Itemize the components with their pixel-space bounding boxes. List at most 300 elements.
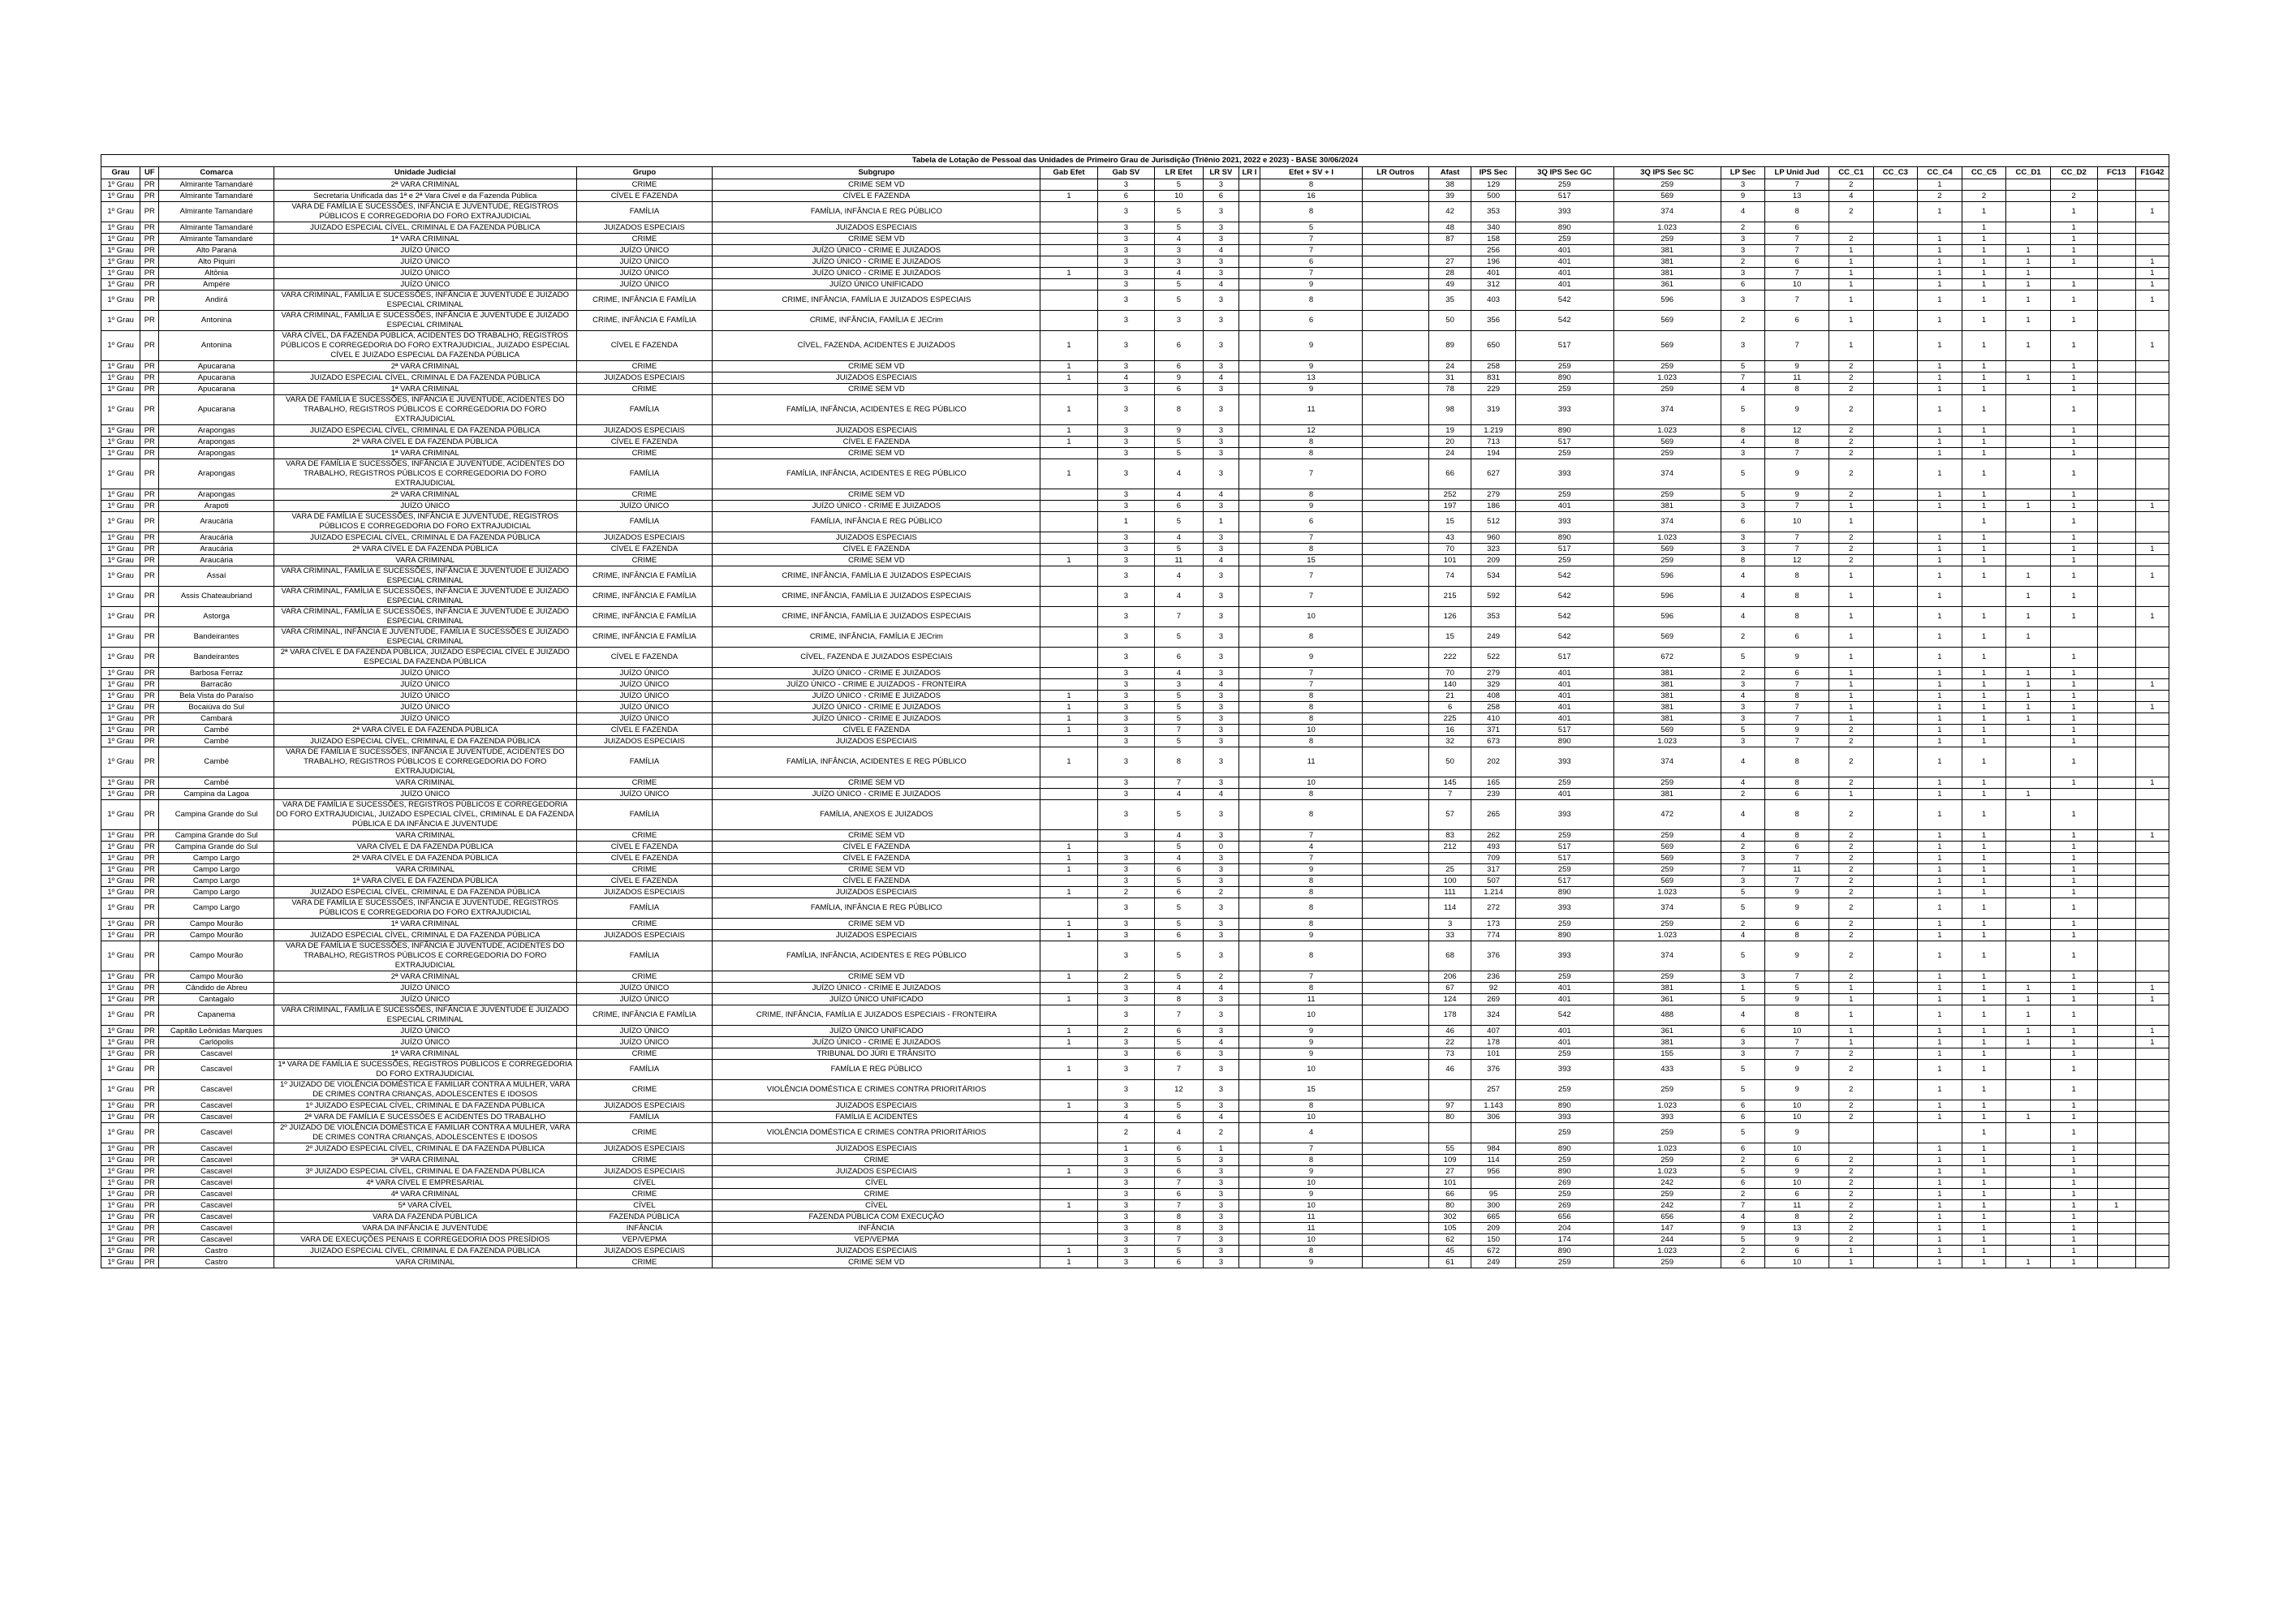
table-cell (1363, 1155, 1429, 1166)
table-cell (1363, 1048, 1429, 1060)
table-cell: 87 (1428, 234, 1471, 245)
table-cell (1238, 191, 1260, 202)
table-cell: 1 (1829, 512, 1874, 532)
table-cell: 3 (1097, 179, 1154, 191)
table-cell: CÍVEL (576, 1177, 713, 1189)
table-cell: 1 (2050, 1100, 2097, 1112)
table-cell: 1 (1962, 361, 2006, 372)
table-cell (1873, 291, 1918, 311)
table-cell: 1 (1962, 777, 2006, 789)
table-cell: 10 (1260, 725, 1363, 736)
table-cell: 11 (1260, 994, 1363, 1005)
table-cell: CRIME (576, 777, 713, 789)
table-cell (2097, 1143, 2135, 1155)
table-row (101, 1155, 2169, 1166)
table-cell (1238, 971, 1260, 983)
table-cell: 1 (1040, 887, 1097, 898)
table-cell: 3 (1097, 437, 1154, 448)
table-cell (1040, 222, 1097, 234)
table-cell: Arapongas (159, 459, 274, 489)
table-cell (1040, 544, 1097, 555)
table-cell: FAMÍLIA, INFÂNCIA E REG PÚBLICO (713, 898, 1040, 919)
table-cell (1363, 930, 1429, 941)
table-cell (1040, 607, 1097, 627)
table-cell (1873, 747, 1918, 777)
table-cell (1363, 627, 1429, 648)
table-cell: 1 (2135, 256, 2169, 268)
table-cell: 319 (1471, 395, 1516, 425)
table-cell (2097, 1189, 2135, 1200)
table-cell: 3 (1097, 459, 1154, 489)
table-cell: 401 (1515, 983, 1613, 994)
table-cell: 890 (1515, 1246, 1613, 1257)
table-cell: JUÍZO ÚNICO (274, 501, 577, 512)
table-cell: 2 (1829, 898, 1874, 919)
table-row (101, 268, 2169, 279)
table-cell: 410 (1471, 713, 1516, 725)
table-cell: 259 (1613, 1123, 1721, 1143)
table-cell: 3 (1097, 425, 1154, 437)
table-cell (1873, 1048, 1918, 1060)
table-cell (1873, 983, 1918, 994)
table-cell: 656 (1515, 1212, 1613, 1223)
table-cell: 1 (2006, 1257, 2051, 1268)
table-cell: 10 (1765, 1100, 1829, 1112)
table-cell: 6 (1765, 668, 1829, 679)
table-cell: 7 (1260, 459, 1363, 489)
table-cell (1873, 1112, 1918, 1123)
table-cell: 4 (1721, 566, 1765, 587)
table-cell: 5 (1155, 1246, 1204, 1257)
table-cell: 16 (1260, 191, 1363, 202)
table-cell: 4 (1155, 830, 1204, 842)
table-row (101, 713, 2169, 725)
table-cell: 3 (1097, 702, 1154, 713)
table-cell: JUIZADOS ESPECIAIS (713, 1100, 1040, 1112)
table-cell: CRIME, INFÂNCIA, FAMÍLIA E JECrim (713, 311, 1040, 331)
table-cell: 1 (2050, 1234, 2097, 1246)
table-cell: FAMÍLIA (576, 800, 713, 830)
table-cell: 10 (1765, 1257, 1829, 1268)
table-row (101, 256, 2169, 268)
table-cell (1873, 713, 1918, 725)
table-cell (1040, 941, 1097, 971)
table-cell: 3 (1203, 331, 1238, 361)
table-cell (2097, 627, 2135, 648)
table-cell (1363, 331, 1429, 361)
table-cell: VARA DE FAMÍLIA E SUCESSÕES, INFÂNCIA E JUVENTUDE, ACIDENTES DO TRABALHO, REGISTROS PÚBLICOS E CORREGEDORIA DO FORO EXTRAJUDICIAL (274, 747, 577, 777)
table-cell: Campo Largo (159, 853, 274, 864)
table-cell: CRIME SEM VD (713, 971, 1040, 983)
table-cell: VARA DE FAMÍLIA E SUCESSÕES, INFÂNCIA E JUVENTUDE, REGISTROS PÚBLICOS E CORREGEDORIA DO FORO EXTRAJUDICIAL (274, 898, 577, 919)
table-cell: 12 (1260, 425, 1363, 437)
table-cell: 890 (1515, 887, 1613, 898)
table-cell (2097, 983, 2135, 994)
table-cell: 1º Grau (101, 1005, 140, 1026)
table-cell: 3 (1203, 830, 1238, 842)
table-cell: CRIME (576, 830, 713, 842)
table-cell: JUÍZO ÚNICO (274, 279, 577, 291)
table-cell: 1 (2050, 489, 2097, 501)
table-cell (1040, 1223, 1097, 1234)
table-cell: 7 (1721, 1200, 1765, 1212)
table-cell: 1 (1918, 566, 1962, 587)
table-cell: 83 (1428, 830, 1471, 842)
table-cell: 4 (1155, 459, 1204, 489)
table-cell: 2ª VARA CRIMINAL (274, 361, 577, 372)
table-cell (1238, 887, 1260, 898)
table-row (101, 1234, 2169, 1246)
table-cell (2135, 384, 2169, 395)
table-cell: 1º Grau (101, 691, 140, 702)
table-row (101, 1246, 2169, 1257)
table-cell: 4 (1155, 1123, 1204, 1143)
table-cell: 1º Grau (101, 800, 140, 830)
table-cell: 8 (1765, 830, 1829, 842)
table-row (101, 876, 2169, 887)
table-row (101, 789, 2169, 800)
table-cell: 2 (1829, 179, 1874, 191)
column-header: IPS Sec (1471, 167, 1516, 179)
table-cell: 2 (1829, 930, 1874, 941)
table-cell: Cambé (159, 736, 274, 747)
table-cell: 1º Grau (101, 898, 140, 919)
table-cell: 9 (1260, 1257, 1363, 1268)
table-cell: 3 (1097, 256, 1154, 268)
table-cell: CRIME (576, 971, 713, 983)
table-cell: 21 (1428, 691, 1471, 702)
table-row (101, 179, 2169, 191)
table-cell (1238, 1100, 1260, 1112)
table-cell: 6 (1765, 1246, 1829, 1257)
table-cell: Carlópolis (159, 1037, 274, 1048)
table-cell: PR (140, 830, 159, 842)
table-cell (1962, 179, 2006, 191)
table-cell: 1 (2135, 679, 2169, 691)
table-cell: PR (140, 864, 159, 876)
table-cell: 1º Grau (101, 747, 140, 777)
table-cell (1873, 256, 1918, 268)
table-cell: 7 (1155, 777, 1204, 789)
table-cell (1363, 291, 1429, 311)
table-cell: 3 (1097, 1200, 1154, 1212)
table-cell: 3 (1203, 898, 1238, 919)
table-cell: Campina Grande do Sul (159, 842, 274, 853)
table-cell: 2 (1829, 1048, 1874, 1060)
table-cell: 236 (1471, 971, 1516, 983)
table-cell: 1 (1829, 245, 1874, 256)
table-cell (1873, 1100, 1918, 1112)
table-cell: 1 (2135, 268, 2169, 279)
table-cell: 1 (1962, 1200, 2006, 1212)
table-cell: 1ª VARA CRIMINAL (274, 234, 577, 245)
table-cell: 376 (1471, 1060, 1516, 1080)
table-cell (1363, 648, 1429, 668)
table-cell: 1 (1040, 725, 1097, 736)
table-cell: 2 (1829, 459, 1874, 489)
table-cell: 8 (1155, 1223, 1204, 1234)
table-cell: JUÍZO ÚNICO (576, 702, 713, 713)
table-cell (2097, 713, 2135, 725)
table-cell (1363, 245, 1429, 256)
table-cell: 517 (1515, 331, 1613, 361)
table-cell: 1º Grau (101, 459, 140, 489)
table-cell (1363, 425, 1429, 437)
table-cell: 569 (1613, 544, 1721, 555)
table-cell: 1º Grau (101, 876, 140, 887)
table-cell: 8 (1260, 1100, 1363, 1112)
table-row (101, 425, 2169, 437)
table-row (101, 627, 2169, 648)
table-cell: PR (140, 842, 159, 853)
table-cell: 1 (2135, 607, 2169, 627)
table-cell: 517 (1515, 437, 1613, 448)
table-cell (2006, 747, 2051, 777)
table-cell: 1º Grau (101, 279, 140, 291)
table-cell (1873, 222, 1918, 234)
table-cell (1040, 648, 1097, 668)
table-cell (1873, 919, 1918, 930)
table-cell: CÍVEL E FAZENDA (713, 437, 1040, 448)
table-cell: 774 (1471, 930, 1516, 941)
table-cell: 7 (1765, 971, 1829, 983)
table-cell: 1º Grau (101, 544, 140, 555)
table-cell (1238, 291, 1260, 311)
table-cell: 3 (1203, 1246, 1238, 1257)
table-cell: Castro (159, 1257, 274, 1268)
table-cell: 1 (2006, 256, 2051, 268)
table-cell: PR (140, 648, 159, 668)
table-cell (1363, 898, 1429, 919)
table-cell (2097, 179, 2135, 191)
table-cell: 361 (1613, 1026, 1721, 1037)
table-cell (1238, 1257, 1260, 1268)
table-cell: 1º Grau (101, 291, 140, 311)
table-cell: 1 (1918, 1234, 1962, 1246)
table-cell: JUÍZO ÚNICO (576, 994, 713, 1005)
table-cell: FAZENDA PÚBLICA (576, 1212, 713, 1223)
table-cell: 517 (1515, 648, 1613, 668)
table-cell: 4 (1721, 587, 1765, 607)
table-cell: 5ª VARA CÍVEL (274, 1200, 577, 1212)
table-cell: 831 (1471, 372, 1516, 384)
table-cell: 197 (1428, 501, 1471, 512)
table-cell: 3 (1203, 234, 1238, 245)
table-cell: 1º Grau (101, 941, 140, 971)
table-cell (1363, 512, 1429, 532)
table-cell: 4 (1721, 691, 1765, 702)
table-cell (2135, 747, 2169, 777)
table-cell (1873, 971, 1918, 983)
table-cell (2097, 679, 2135, 691)
table-cell: 3 (1203, 713, 1238, 725)
table-cell: JUIZADO ESPECIAL CÍVEL, CRIMINAL E DA FAZENDA PÚBLICA (274, 930, 577, 941)
table-cell: 10 (1260, 1112, 1363, 1123)
table-cell (1363, 1223, 1429, 1234)
table-cell: 259 (1613, 830, 1721, 842)
table-cell: 1 (1962, 853, 2006, 864)
table-cell: 2 (1829, 395, 1874, 425)
table-cell: 393 (1515, 941, 1613, 971)
table-cell: CRIME SEM VD (713, 384, 1040, 395)
table-cell (1363, 384, 1429, 395)
table-cell: 1º Grau (101, 1200, 140, 1212)
table-cell: 960 (1471, 532, 1516, 544)
table-cell: 2 (1721, 222, 1765, 234)
table-cell (1873, 331, 1918, 361)
table-cell: JUÍZO ÚNICO (274, 789, 577, 800)
table-cell (2006, 919, 2051, 930)
table-cell: 2ª VARA CÍVEL E DA FAZENDA PÚBLICA (274, 437, 577, 448)
table-cell: 1 (1829, 627, 1874, 648)
table-cell: 1 (2006, 627, 2051, 648)
table-cell: PR (140, 256, 159, 268)
table-cell: JUÍZO ÚNICO (576, 256, 713, 268)
table-cell: 8 (1765, 437, 1829, 448)
table-row (101, 830, 2169, 842)
table-cell: 15 (1428, 627, 1471, 648)
table-cell: CÍVEL E FAZENDA (713, 876, 1040, 887)
table-cell: CÍVEL, FAZENDA, ACIDENTES E JUIZADOS (713, 331, 1040, 361)
table-cell (2135, 191, 2169, 202)
table-cell: 3 (1097, 800, 1154, 830)
table-cell: 9 (1260, 384, 1363, 395)
table-cell (1363, 919, 1429, 930)
table-cell (1363, 448, 1429, 459)
table-cell (2097, 648, 2135, 668)
table-cell: 5 (1155, 512, 1204, 532)
table-cell (2135, 691, 2169, 702)
table-cell (1363, 1177, 1429, 1189)
table-cell: VARA DE EXECUÇÕES PENAIS E CORREGEDORIA DOS PRESÍDIOS (274, 1234, 577, 1246)
table-cell: JUIZADOS ESPECIAIS (576, 222, 713, 234)
table-cell (1238, 713, 1260, 725)
table-cell (1873, 448, 1918, 459)
table-cell: 1 (1918, 853, 1962, 864)
table-row (101, 1080, 2169, 1100)
table-cell: 1 (2050, 994, 2097, 1005)
table-cell: 1 (2050, 544, 2097, 555)
table-cell (2135, 930, 2169, 941)
table-row (101, 1112, 2169, 1123)
table-cell: 194 (1471, 448, 1516, 459)
table-cell: 1 (1918, 179, 1962, 191)
table-cell (2135, 898, 2169, 919)
table-cell (2006, 512, 2051, 532)
table-cell: 2 (1203, 1123, 1238, 1143)
table-cell: 1.023 (1613, 1143, 1721, 1155)
table-cell: 1º Grau (101, 311, 140, 331)
table-cell (2135, 1257, 2169, 1268)
table-cell: 11 (1260, 747, 1363, 777)
table-cell: 1 (1962, 1048, 2006, 1060)
table-cell: 1 (2006, 291, 2051, 311)
table-cell: 1 (1962, 384, 2006, 395)
table-cell: 6 (1155, 1143, 1204, 1155)
table-cell: JUÍZO ÚNICO (576, 983, 713, 994)
table-cell (1363, 268, 1429, 279)
table-cell: Almirante Tamandaré (159, 179, 274, 191)
table-cell (2006, 1143, 2051, 1155)
table-cell: 249 (1471, 627, 1516, 648)
table-cell (2135, 448, 2169, 459)
table-cell (1040, 777, 1097, 789)
table-cell: 8 (1260, 202, 1363, 222)
table-cell: 1 (1097, 512, 1154, 532)
table-cell: JUÍZO ÚNICO (576, 691, 713, 702)
table-cell: 1 (1040, 747, 1097, 777)
table-cell: FAMÍLIA, ANEXOS E JUIZADOS (713, 800, 1040, 830)
table-cell: Cascavel (159, 1060, 274, 1080)
table-cell (2006, 361, 2051, 372)
table-cell: 212 (1428, 842, 1471, 853)
table-cell: 1º Grau (101, 1212, 140, 1223)
table-cell: PR (140, 1212, 159, 1223)
table-cell: Almirante Tamandaré (159, 202, 274, 222)
table-cell (1363, 941, 1429, 971)
table-cell: JUIZADO ESPECIAL CÍVEL, CRIMINAL E DA FAZENDA PÚBLICA (274, 736, 577, 747)
table-cell: 1 (1918, 555, 1962, 566)
table-cell (1873, 1223, 1918, 1234)
table-cell: VARA DE FAMÍLIA E SUCESSÕES, REGISTROS PÚBLICOS E CORREGEDORIA DO FORO EXTRAJUDICIAL, JUIZADO ESPECIAL CÍVEL, CRIMINAL E DA FAZENDA PÚBLICA E DA INFÂNCIA E JUVENTUDE (274, 800, 577, 830)
table-cell: 8 (1260, 983, 1363, 994)
table-cell: 569 (1613, 437, 1721, 448)
table-cell: Alto Paraná (159, 245, 274, 256)
table-cell: 1 (1829, 648, 1874, 668)
table-cell (1363, 994, 1429, 1005)
table-cell: 4 (1721, 202, 1765, 222)
table-cell: 140 (1428, 679, 1471, 691)
table-cell (2006, 800, 2051, 830)
table-cell: 2 (1829, 372, 1874, 384)
table-cell: 1 (1829, 691, 1874, 702)
table-cell: 78 (1428, 384, 1471, 395)
table-cell: 1 (1040, 853, 1097, 864)
table-cell: 1 (1040, 331, 1097, 361)
table-cell: 259 (1613, 1155, 1721, 1166)
table-cell: 569 (1613, 311, 1721, 331)
table-cell: 1 (1040, 555, 1097, 566)
table-cell: 3 (1721, 853, 1765, 864)
table-cell: CRIME, INFÂNCIA E FAMÍLIA (576, 311, 713, 331)
table-cell: 5 (1721, 725, 1765, 736)
table-cell: 1 (1918, 459, 1962, 489)
table-cell: 24 (1428, 361, 1471, 372)
table-cell: JUÍZO ÚNICO (274, 256, 577, 268)
table-cell: 6 (1721, 1177, 1765, 1189)
table-cell (1363, 777, 1429, 789)
table-cell (1238, 268, 1260, 279)
table-cell: 8 (1765, 1212, 1829, 1223)
table-cell: 1 (1918, 1005, 1962, 1026)
table-cell: 381 (1613, 691, 1721, 702)
table-cell (1238, 1200, 1260, 1212)
table-cell: 1 (2050, 372, 2097, 384)
table-cell: 569 (1613, 876, 1721, 887)
table-cell: 1 (1962, 930, 2006, 941)
table-row (101, 1177, 2169, 1189)
table-cell: 1 (1829, 789, 1874, 800)
table-cell: 10 (1765, 1112, 1829, 1123)
table-cell: 1 (2006, 331, 2051, 361)
column-header: CC_C1 (1829, 167, 1874, 179)
table-cell: 592 (1471, 587, 1516, 607)
table-cell: 57 (1428, 800, 1471, 830)
table-cell: Capanema (159, 1005, 274, 1026)
table-cell: 1.023 (1613, 532, 1721, 544)
table-cell (1040, 279, 1097, 291)
table-cell: 259 (1613, 1189, 1721, 1200)
